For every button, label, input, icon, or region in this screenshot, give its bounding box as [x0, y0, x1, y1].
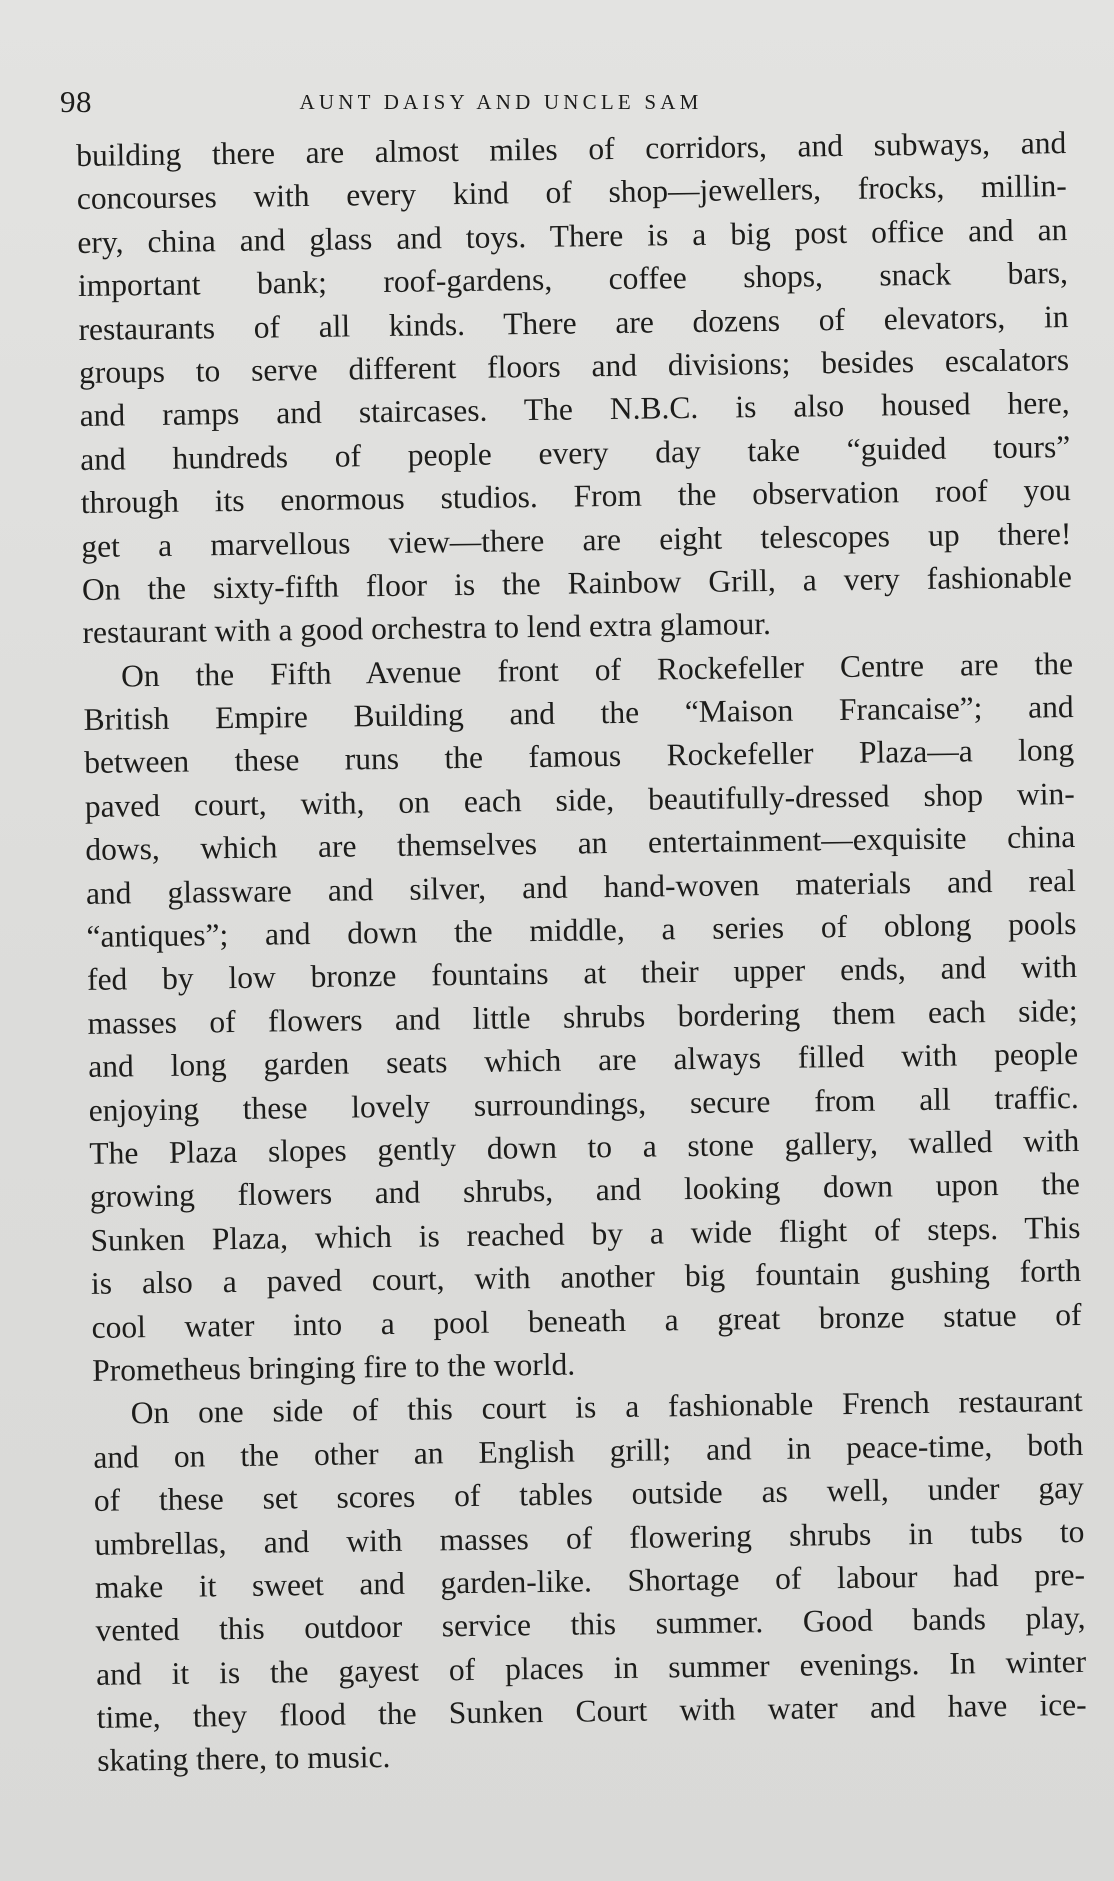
text-line: umbrellas, and with masses of flowering shrubs in tubs to — [94, 1513, 1085, 1562]
text-line: get a marvellous view—there are eight telescopes up there! — [81, 515, 1072, 564]
text-line: time, they flood the Sunken Court with water and have ice- — [96, 1686, 1087, 1735]
text-line: dows, which are themselves an entertainment—exquisite china — [85, 819, 1076, 868]
text-line: growing flowers and shrubs, and looking down upon the — [89, 1166, 1081, 1215]
text-line: is also a paved court, with another big fountain gushing forth — [90, 1253, 1082, 1302]
text-line: masses of flowers and little shrubs bordering them each side; — [87, 992, 1078, 1041]
body-text — [76, 121, 1087, 1783]
text-line: vented this outdoor service this summer. Good bands play, — [95, 1600, 1086, 1649]
text-line: “antiques”; and down the middle, a series of oblong pools — [86, 906, 1077, 954]
text-line: between these runs the famous Rockefeller Plaza—a long — [84, 732, 1075, 781]
page-number: 98 — [60, 84, 92, 119]
text-line: paved court, with, on each side, beautifully-dressed shop win- — [84, 775, 1075, 824]
running-title: AUNT DAISY AND UNCLE SAM — [299, 90, 703, 114]
text-line: ery, china and glass and toys. There is a big post office and an — [77, 211, 1068, 260]
text-line: restaurant with a good orchestra to lend extra glamour. — [82, 606, 772, 651]
text-line: On the Fifth Avenue front of Rockefeller Centre are the — [120, 645, 1074, 694]
text-line: and long garden seats which are always filled with people — [87, 1036, 1079, 1085]
text-line: and on the other an English grill; and in peace-time, both — [93, 1426, 1084, 1475]
text-line: fed by low bronze fountains at their upper ends, and with — [86, 949, 1078, 998]
text-line: and glassware and silver, and hand-woven materials and real — [85, 862, 1077, 911]
text-line: cool water into a pool beneath a great bronze statue of — [91, 1296, 1082, 1345]
text-line: and hundreds of people every day take “guided tours” — [80, 428, 1071, 477]
text-line: British Empire Building and the “Maison Francaise”; and — [83, 689, 1074, 738]
text-line: and ramps and staircases. The N.B.C. is also housed here, — [79, 385, 1070, 434]
text-line: enjoying these lovely surroundings, secure from all traffic. — [88, 1079, 1079, 1128]
page-header — [60, 82, 1060, 122]
text-line: and it is the gayest of places in summer evenings. In winter — [95, 1643, 1087, 1692]
text-line: Sunken Plaza, which is reached by a wide flight of steps. This — [90, 1209, 1081, 1258]
text-line: restaurants of all kinds. There are dozens of elevators, in — [78, 298, 1069, 347]
text-line: make it sweet and garden-like. Shortage of labour had pre- — [94, 1556, 1086, 1605]
text-line: important bank; roof-gardens, coffee shops, snack bars, — [77, 255, 1069, 304]
text-line: Prometheus bringing fire to the world. — [91, 1346, 576, 1388]
text-line: On one side of this court is a fashionable French restaurant — [130, 1383, 1083, 1431]
text-line: On the sixty-fifth floor is the Rainbow Grill, a very fashionable — [81, 558, 1073, 607]
text-line: skating there, to music. — [97, 1739, 391, 1779]
text-line: The Plaza slopes gently down to a stone gallery, walled with — [89, 1122, 1080, 1171]
text-line: through its enormous studios. From the observation roof you — [80, 472, 1071, 521]
text-line: concourses with every kind of shop—jewellers, frocks, millin- — [76, 168, 1067, 217]
text-line: groups to serve different floors and divisions; besides escalators — [78, 341, 1070, 390]
text-line: building there are almost miles of corridors, and subways, and — [76, 125, 1067, 173]
text-line: of these set scores of tables outside as well, under gay — [93, 1470, 1085, 1518]
